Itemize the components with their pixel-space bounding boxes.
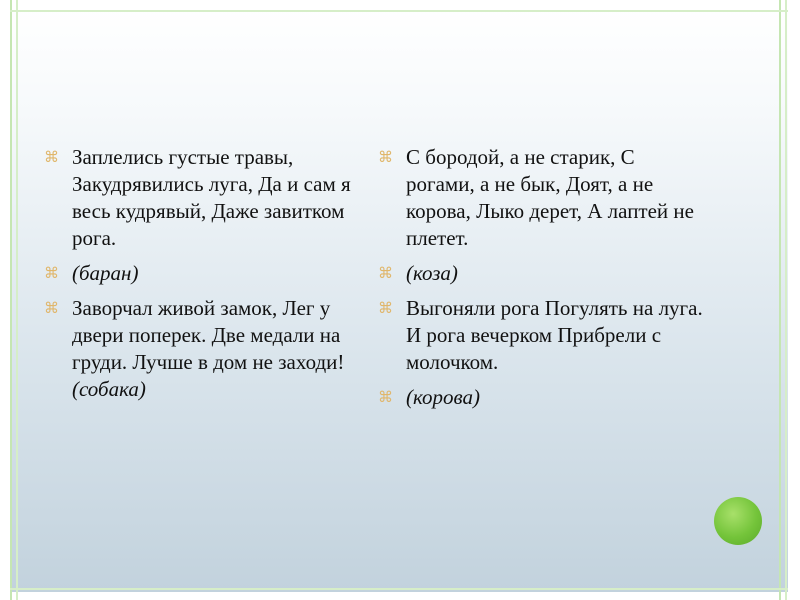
riddle-answer: (корова) — [406, 385, 480, 409]
bullet-icon: ⌘ — [378, 148, 393, 166]
frame-stripe-right-outer — [779, 0, 781, 600]
list-item — [44, 144, 364, 252]
bullet-icon: ⌘ — [44, 299, 59, 317]
bullet-icon: ⌘ — [378, 388, 393, 406]
riddle-text: С бородой, а не старик, С рогами, а не бык, Доят, а не корова, Лыко дерет, А лаптей не плетет. — [406, 145, 694, 250]
riddle-text: Заплелись густые травы, Закудрявились луга, Да и сам я весь кудрявый, Даже завитком рога. — [72, 145, 351, 250]
bullet-icon: ⌘ — [44, 264, 59, 282]
riddle-text: Заворчал живой замок, Лег у двери поперек. Две медали на груди. Лучше в дом не заходи! — [72, 296, 345, 374]
list-item — [378, 260, 708, 287]
riddle-answer: (собака) — [72, 377, 146, 401]
list-item — [44, 295, 364, 403]
decorative-circle-icon — [714, 497, 762, 545]
frame-stripe-bottom — [10, 588, 788, 590]
list-item — [378, 144, 708, 252]
frame-stripe-right-inner — [785, 0, 787, 600]
right-column — [378, 144, 708, 419]
list-item — [378, 295, 708, 376]
left-column — [44, 144, 364, 411]
riddle-answer: (баран) — [72, 261, 139, 285]
list-item — [44, 260, 364, 287]
frame-stripe-left-inner — [16, 0, 18, 600]
bullet-icon: ⌘ — [378, 299, 393, 317]
frame-stripe-left-outer — [10, 0, 12, 600]
bullet-icon: ⌘ — [44, 148, 59, 166]
frame-stripe-top — [10, 10, 788, 12]
list-item — [378, 384, 708, 411]
riddle-answer: (коза) — [406, 261, 458, 285]
riddle-text: Выгоняли рога Погулять на луга. И рога вечерком Прибрели с молочком. — [406, 296, 703, 374]
bullet-icon: ⌘ — [378, 264, 393, 282]
